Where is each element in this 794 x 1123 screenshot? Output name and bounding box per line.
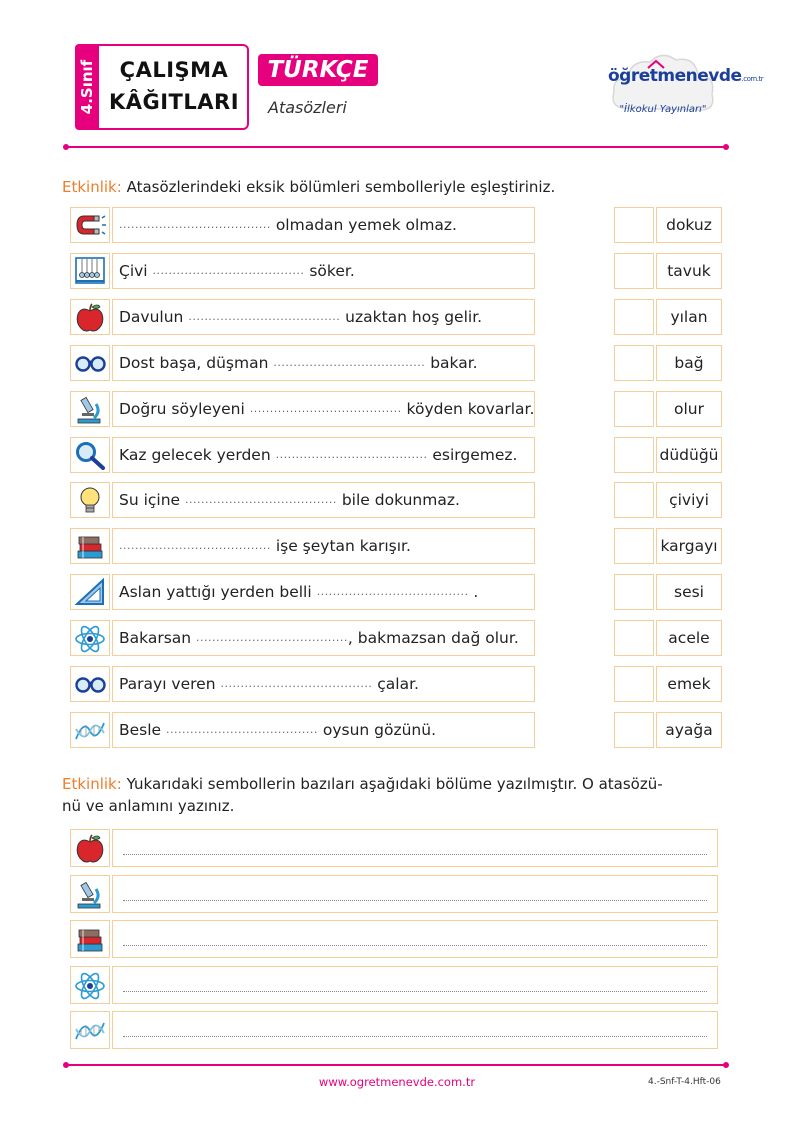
match-word: dokuz (656, 207, 722, 243)
match-word: sesi (656, 574, 722, 610)
match-answer-box[interactable] (614, 574, 654, 610)
proverb-icon-cell (70, 712, 110, 748)
writing-line[interactable] (112, 966, 718, 1004)
divider-dot (723, 1062, 729, 1068)
books-icon (74, 924, 106, 954)
match-word: düdüğü (656, 437, 722, 473)
header-divider (66, 146, 726, 148)
match-answer-box[interactable] (614, 620, 654, 656)
answer-blank[interactable]: ...................................... (275, 448, 428, 461)
activity-1-label: Etkinlik: (62, 178, 122, 196)
divider-dot (63, 144, 69, 150)
match-word: olur (656, 391, 722, 427)
books-icon (74, 531, 106, 561)
title-line-1: ÇALIŞMA (119, 58, 229, 82)
match-word: yılan (656, 299, 722, 335)
grade-label: 4.Sınıf (78, 59, 96, 115)
proverb-after: bakar. (430, 354, 478, 372)
answer-blank[interactable]: ...................................... (119, 218, 271, 231)
proverb-after: esirgemez. (432, 446, 518, 464)
proverb-after: işe şeytan karışır. (275, 537, 411, 555)
activity-2-instruction-1: Yukarıdaki sembollerin bazıları aşağıdaki bölüme yazılmıştır. O atasözü- (126, 775, 663, 793)
activity-2-heading (62, 773, 663, 817)
proverb-after: söker. (309, 262, 355, 280)
topic-label: Atasözleri (268, 98, 347, 117)
activity-2-label: Etkinlik: (62, 775, 122, 793)
proverb-icon-cell (70, 253, 110, 289)
proverb-text (112, 528, 535, 564)
apple-icon (74, 302, 106, 332)
proverb-text (112, 253, 535, 289)
light-bulb-icon (74, 485, 106, 515)
apple-icon (74, 833, 106, 863)
proverb-text (112, 299, 535, 335)
match-answer-box[interactable] (614, 437, 654, 473)
proverb-after: oysun gözünü. (322, 721, 437, 739)
proverb-before: Çivi (119, 262, 148, 280)
match-word: bağ (656, 345, 722, 381)
proverb-icon-cell (70, 299, 110, 335)
proverb-text (112, 620, 535, 656)
proverb-after: bile dokunmaz. (341, 491, 460, 509)
logo-tagline: "İlkokul Yayınları" (619, 104, 707, 115)
answer-blank[interactable]: ...................................... (220, 677, 373, 690)
activity-1-instruction: Atasözlerindeki eksik bölümleri sembolleriyle eşleştiriniz. (126, 178, 556, 196)
logo-cloud-icon (608, 48, 764, 130)
magnet-icon (74, 210, 106, 240)
answer-blank[interactable]: ...................................... (249, 402, 402, 415)
proverb-text (112, 712, 535, 748)
proverb-before: Dost başa, düşman (119, 354, 269, 372)
match-word: tavuk (656, 253, 722, 289)
proverb-icon-cell (70, 345, 110, 381)
writing-icon-cell (70, 920, 110, 958)
proverb-before: Davulun (119, 308, 184, 326)
title-line-2: KÂĞITLARI (108, 90, 240, 114)
proverb-text (112, 574, 535, 610)
answer-blank[interactable]: ...................................... (273, 356, 426, 369)
proverb-icon-cell (70, 207, 110, 243)
dna-icon (74, 715, 106, 745)
proverb-icon-cell (70, 391, 110, 427)
proverb-icon-cell (70, 574, 110, 610)
match-answer-box[interactable] (614, 345, 654, 381)
proverb-after: çalar. (377, 675, 419, 693)
proverb-before: Bakarsan (119, 629, 192, 647)
proverb-before: Doğru söyleyeni (119, 400, 245, 418)
microscope-icon (74, 879, 106, 909)
proverb-text (112, 391, 535, 427)
activity-1-heading (62, 176, 555, 198)
writing-icon-cell (70, 966, 110, 1004)
writing-line[interactable] (112, 1011, 718, 1049)
glasses-icon (74, 669, 106, 699)
proverb-text (112, 437, 535, 473)
answer-blank[interactable]: ...................................... (119, 539, 271, 552)
answer-blank[interactable]: ...................................... (188, 310, 341, 323)
match-answer-box[interactable] (614, 253, 654, 289)
match-answer-box[interactable] (614, 207, 654, 243)
answer-blank[interactable]: ...................................... (316, 585, 469, 598)
proverb-before: Besle (119, 721, 162, 739)
activity-2-instruction-2: nü ve anlamını yazınız. (62, 797, 235, 815)
match-word: ayağa (656, 712, 722, 748)
match-answer-box[interactable] (614, 666, 654, 702)
divider-dot (723, 144, 729, 150)
proverb-text (112, 345, 535, 381)
match-answer-box[interactable] (614, 299, 654, 335)
proverb-text (112, 207, 535, 243)
match-word: emek (656, 666, 722, 702)
match-word: acele (656, 620, 722, 656)
subject-badge: TÜRKÇE (258, 54, 378, 86)
proverb-before: Kaz gelecek yerden (119, 446, 271, 464)
proverb-after: uzaktan hoş gelir. (345, 308, 483, 326)
proverb-after: olmadan yemek olmaz. (275, 216, 457, 234)
proverb-after: , bakmazsan dağ olur. (347, 629, 519, 647)
proverb-before: Su içine (119, 491, 181, 509)
proverb-after: köyden kovarlar. (406, 400, 535, 418)
microscope-icon (74, 394, 106, 424)
proverb-icon-cell (70, 437, 110, 473)
divider-dot (63, 1062, 69, 1068)
answer-blank[interactable]: ...................................... (196, 631, 348, 644)
proverb-before: Parayı veren (119, 675, 216, 693)
footer-url[interactable]: www.ogretmenevde.com.tr (318, 1075, 476, 1089)
proverb-after: . (473, 583, 479, 601)
match-answer-box[interactable] (614, 712, 654, 748)
writing-icon-cell (70, 875, 110, 913)
writing-line[interactable] (112, 829, 718, 867)
footer-divider (66, 1064, 726, 1066)
title-box (99, 44, 249, 130)
atom-icon (74, 970, 106, 1000)
match-answer-box[interactable] (614, 528, 654, 564)
proverb-text (112, 482, 535, 518)
footer-code: 4.-Snf-T-4.Hft-06 (648, 1077, 721, 1087)
match-answer-box[interactable] (614, 391, 654, 427)
set-square-icon (74, 577, 106, 607)
answer-blank[interactable]: ...................................... (166, 723, 318, 736)
proverb-icon-cell (70, 528, 110, 564)
match-word: çiviyi (656, 482, 722, 518)
writing-icon-cell (70, 829, 110, 867)
magnifier-icon (74, 440, 106, 470)
proverb-before: Aslan yattığı yerden belli (119, 583, 312, 601)
glasses-icon (74, 348, 106, 378)
proverb-icon-cell (70, 666, 110, 702)
match-word: kargayı (656, 528, 722, 564)
proverb-text (112, 666, 535, 702)
logo-wordmark: öğretmenevde.com.tr (608, 66, 764, 86)
proverb-icon-cell (70, 482, 110, 518)
atom-icon (74, 623, 106, 653)
dna-icon (74, 1015, 106, 1045)
proverb-icon-cell (70, 620, 110, 656)
writing-line[interactable] (112, 920, 718, 958)
writing-icon-cell (70, 1011, 110, 1049)
answer-blank[interactable]: ...................................... (152, 264, 305, 277)
match-answer-box[interactable] (614, 482, 654, 518)
newtons-cradle-icon (74, 256, 106, 286)
answer-blank[interactable]: ...................................... (185, 493, 337, 506)
writing-line[interactable] (112, 875, 718, 913)
